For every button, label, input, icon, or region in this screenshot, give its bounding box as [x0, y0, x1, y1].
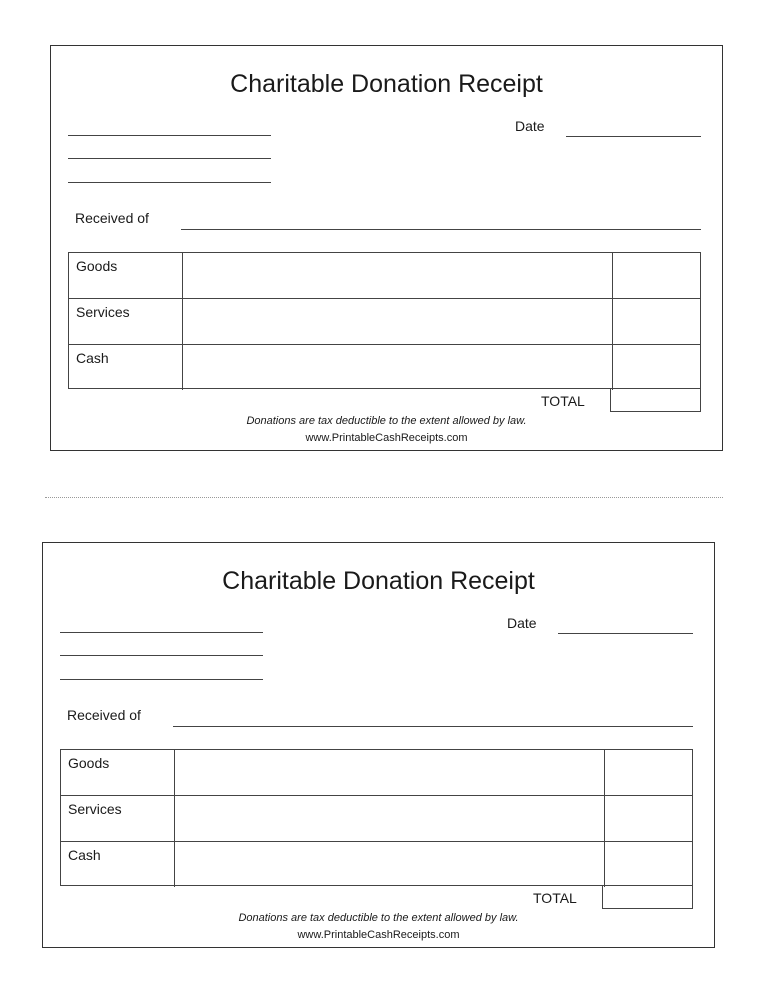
total-label: TOTAL — [533, 890, 577, 906]
received-of-field[interactable] — [173, 726, 693, 727]
donation-table — [60, 749, 693, 886]
date-field[interactable] — [566, 136, 701, 137]
goods-description-cell[interactable] — [174, 750, 605, 795]
cut-line-divider — [45, 497, 723, 498]
services-label: Services — [76, 304, 130, 320]
services-description-cell[interactable] — [174, 796, 605, 841]
goods-label: Goods — [76, 258, 118, 274]
address-line-3[interactable] — [60, 679, 263, 680]
services-description-cell[interactable] — [182, 299, 613, 344]
receipt-title: Charitable Donation Receipt — [222, 567, 535, 595]
services-label: Services — [68, 801, 122, 817]
cash-description-cell[interactable] — [182, 345, 613, 390]
cash-label: Cash — [68, 847, 101, 863]
donation-receipt-bottom — [42, 542, 715, 948]
table-row-goods — [69, 253, 700, 298]
table-row-cash — [69, 344, 700, 390]
address-line-2[interactable] — [68, 158, 271, 159]
address-line-2[interactable] — [60, 655, 263, 656]
table-row-services — [61, 795, 692, 841]
total-label: TOTAL — [541, 393, 585, 409]
cash-label: Cash — [76, 350, 109, 366]
total-field[interactable] — [610, 389, 701, 412]
address-line-3[interactable] — [68, 182, 271, 183]
cash-description-cell[interactable] — [174, 842, 605, 887]
date-field[interactable] — [558, 633, 693, 634]
receipt-title: Charitable Donation Receipt — [230, 70, 543, 98]
address-line-1[interactable] — [68, 135, 271, 136]
address-line-1[interactable] — [60, 632, 263, 633]
donation-receipt-top — [50, 45, 723, 451]
received-of-label: Received of — [75, 210, 149, 226]
received-of-label: Received of — [67, 707, 141, 723]
website-text: www.PrintableCashReceipts.com — [305, 432, 468, 444]
tax-note: Donations are tax deductible to the extent allowed by law. — [246, 415, 527, 427]
received-of-field[interactable] — [181, 229, 701, 230]
website-text: www.PrintableCashReceipts.com — [297, 929, 460, 941]
table-row-goods — [61, 750, 692, 795]
date-label: Date — [507, 615, 537, 631]
table-row-cash — [61, 841, 692, 887]
date-label: Date — [515, 118, 545, 134]
total-field[interactable] — [602, 886, 693, 909]
goods-label: Goods — [68, 755, 110, 771]
goods-description-cell[interactable] — [182, 253, 613, 298]
tax-note: Donations are tax deductible to the extent allowed by law. — [238, 912, 519, 924]
table-row-services — [69, 298, 700, 344]
donation-table — [68, 252, 701, 389]
